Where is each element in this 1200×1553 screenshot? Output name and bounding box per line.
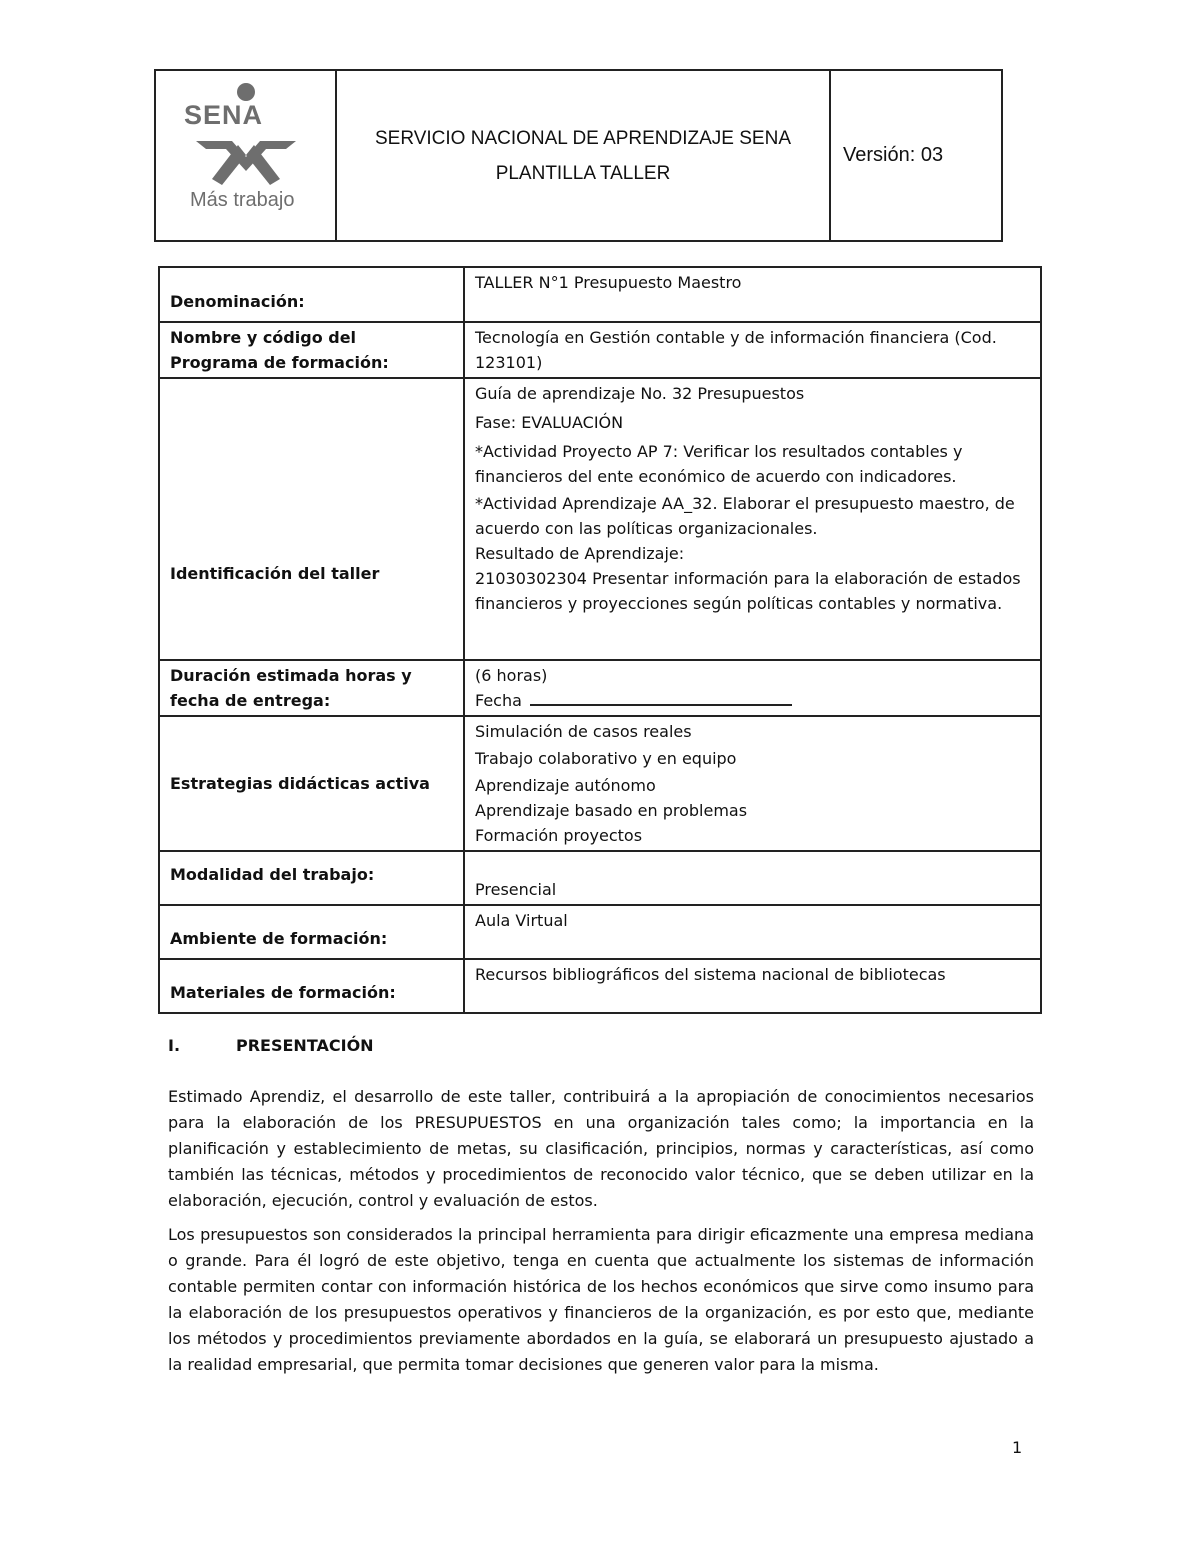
version-label: Versión: 03 [843, 144, 944, 166]
table-row [159, 660, 1041, 716]
guia-value: Guía de aprendizaje No. 32 Presupuestos [475, 384, 805, 403]
row-value [464, 959, 1041, 1013]
modalidad-value: Presencial [475, 880, 557, 899]
estrategia-item: Aprendizaje basado en problemas [475, 801, 748, 820]
row-label: Ambiente de formación: [159, 905, 464, 959]
version-cell [831, 71, 1001, 240]
row-label: Identificación del taller [159, 378, 464, 660]
row-label: Estrategias didácticas activa [159, 716, 464, 851]
row-label: Materiales de formación: [159, 959, 464, 1013]
estrategia-item: Formación proyectos [475, 826, 643, 845]
table-row [159, 851, 1041, 905]
resultado-value: 21030302304 Presentar información para la elaboración de estados financieros y proyecciones según políticas contables y normativa. [475, 569, 1021, 613]
section-heading [168, 1036, 374, 1055]
page-number: 1 [1012, 1438, 1023, 1457]
row-label: Nombre y código del Programa de formación: [159, 322, 464, 378]
sena-logo-icon [182, 79, 312, 189]
table-row [159, 905, 1041, 959]
table-row [159, 378, 1041, 660]
paragraph-presupuestos: Los presupuestos son considerados la principal herramienta para dirigir eficazmente una empresa mediana o grande. Para él logró de este objetivo, tenga en cuenta que actualmente los sistemas de información contable permiten contar con información histórica de los hechos económicos que sirve como insumo para la elaboración de los presupuestos operativos y financieros de la organización, es por esto que, mediante los métodos y procedimientos previamente abordados en la guía, se elaborará un presupuesto ajustado a la realidad empresarial, que permita tomar decisiones que generen valor para la misma. [168, 1225, 1034, 1374]
section-number: I. [168, 1036, 181, 1055]
row-value [464, 322, 1041, 378]
denominacion-value: TALLER N°1 Presupuesto Maestro [475, 273, 742, 292]
title-line-1: SERVICIO NACIONAL DE APRENDIZAJE SENA [375, 127, 791, 149]
row-label: Denominación: [159, 267, 464, 322]
row-value [464, 378, 1041, 660]
table-row [159, 959, 1041, 1013]
workshop-info-table [158, 266, 1042, 1014]
row-value [464, 716, 1041, 851]
duracion-value: (6 horas) [475, 666, 548, 685]
table-row [159, 267, 1041, 322]
logo-wordmark: SENA [184, 100, 264, 130]
row-label: Duración estimada horas y fecha de entrega: [159, 660, 464, 716]
actividad-proyecto-value: *Actividad Proyecto AP 7: Verificar los resultados contables y financieros del ente económico de acuerdo con indicadores. [475, 442, 963, 486]
table-row [159, 716, 1041, 851]
section-title: PRESENTACIÓN [236, 1036, 374, 1055]
row-value [464, 851, 1041, 905]
estrategia-item: Trabajo colaborativo y en equipo [475, 749, 737, 768]
paragraph-intro: Estimado Aprendiz, el desarrollo de este taller, contribuirá a la apropiación de conocimientos necesarios para la elaboración de los PRESUPUESTOS en una organización tales como; la importancia en la planificación y establecimiento de metas, su clasificación, principios, normas y características, así como también las técnicas, métodos y procedimientos de reconocido valor técnico, que se deben utilizar en la elaboración, ejecución, control y evaluación de estos. [168, 1087, 1034, 1210]
programa-value: Tecnología en Gestión contable y de información financiera (Cod. 123101) [475, 328, 997, 372]
document-header [154, 69, 1003, 242]
estrategia-item: Aprendizaje autónomo [475, 776, 656, 795]
fecha-label: Fecha [475, 691, 522, 710]
fecha-line [475, 688, 1030, 713]
row-value [464, 660, 1041, 716]
logo-cell [156, 71, 337, 240]
table-row [159, 322, 1041, 378]
actividad-aprendizaje-value: *Actividad Aprendizaje AA_32. Elaborar el presupuesto maestro, de acuerdo con las políticas organizacionales. [475, 494, 1015, 538]
materiales-value: Recursos bibliográficos del sistema nacional de bibliotecas [475, 965, 946, 984]
logo-tagline: Más trabajo [190, 189, 295, 211]
fecha-blank-field [530, 688, 792, 706]
row-label: Modalidad del trabajo: [159, 851, 464, 905]
ambiente-value: Aula Virtual [475, 911, 568, 930]
title-line-2: PLANTILLA TALLER [495, 162, 671, 184]
fase-value: Fase: EVALUACIÓN [475, 413, 624, 432]
row-value [464, 267, 1041, 322]
estrategia-item: Simulación de casos reales [475, 722, 692, 741]
resultado-label: Resultado de Aprendizaje: [475, 544, 685, 563]
row-value [464, 905, 1041, 959]
header-title [337, 71, 831, 240]
